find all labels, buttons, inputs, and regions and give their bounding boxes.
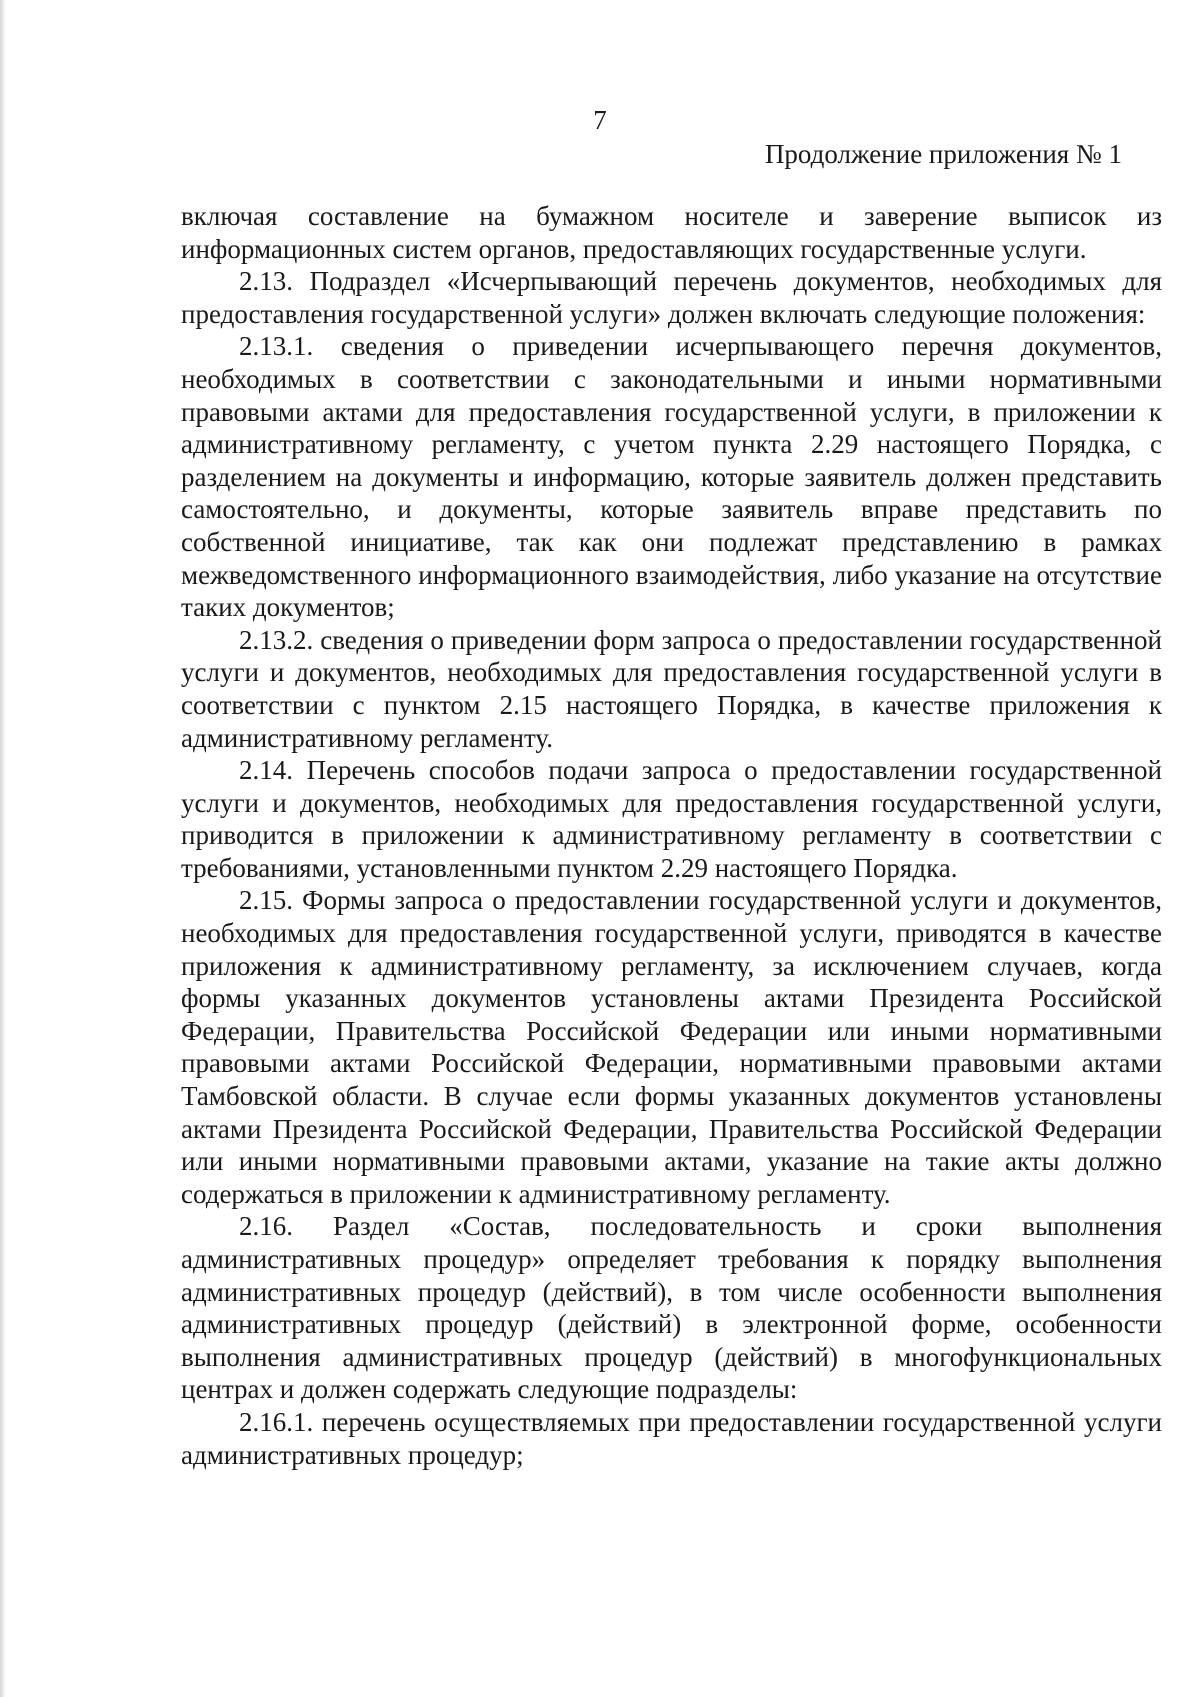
paragraph-2-13-2: 2.13.2. сведения о приведении форм запроса о предоставлении государственной услуги и документов, необходимых для предоставления государственной услуги в соответствии с пунктом 2.15 настоящего Порядка, в качестве приложения к административному регламенту.	[181, 624, 1162, 753]
paragraph-2-15: 2.15. Формы запроса о предоставлении государственной услуги и документов, необходимых для предоставления государственной услуги, приводятся в качестве приложения к административному регламенту, за исключением случаев, когда формы указанных документов установлены актами Президента Российской Федерации, Правительства Российской Федерации или иными нормативными правовыми актами Российской Федерации, нормативными правовыми актами Тамбовской области. В случае если формы указанных документов установлены актами Президента Российской Федерации, Правительства Российской Федерации или иными нормативными правовыми актами, указание на такие акты должно содержаться в приложении к административному регламенту.	[181, 885, 1162, 1209]
page-number: 7	[593, 105, 607, 135]
appendix-continuation-label: Продолжение приложения № 1	[764, 139, 1122, 169]
paragraph-intro-continuation: включая составление на бумажном носителе и заверение выписок из информационных систем органов, предоставляющих государственные услуги.	[181, 201, 1162, 264]
document-body	[181, 200, 1162, 1471]
paragraph-2-16: 2.16. Раздел «Состав, последовательность и сроки выполнения административных процедур» определяет требования к порядку выполнения административных процедур (действий), в том числе особенности выполнения административных процедур (действий) в электронной форме, особенности выполнения административных процедур (действий) в многофункциональных центрах и должен содержать следующие подразделы:	[181, 1211, 1162, 1405]
paragraph-2-16-1: 2.16.1. перечень осуществляемых при предоставлении государственной услуги административных процедур;	[181, 1406, 1162, 1470]
paragraph-2-13: 2.13. Подраздел «Исчерпывающий перечень документов, необходимых для предоставления государственной услуги» должен включать следующие положения:	[181, 266, 1162, 329]
paragraph-2-14: 2.14. Перечень способов подачи запроса о предоставлении государственной услуги и документов, необходимых для предоставления государственной услуги, приводится в приложении к административному регламенту в соответствии с требованиями, установленными пунктом 2.29 настоящего Порядка.	[181, 755, 1162, 883]
paragraph-2-13-1: 2.13.1. сведения о приведении исчерпывающего перечня документов, необходимых в соответствии с законодательными и иными нормативными правовыми актами для предоставления государственной услуги, в приложении к административному регламенту, с учетом пункта 2.29 настоящего Порядка, с разделением на документы и информацию, которые заявитель должен представить самостоятельно, и документы, которые заявитель вправе представить по собственной инициативе, так как они подлежат представлению в рамках межведомственного информационного взаимодействия, либо указание на отсутствие таких документов;	[181, 331, 1162, 623]
scan-edge-shadow	[0, 0, 6, 1697]
